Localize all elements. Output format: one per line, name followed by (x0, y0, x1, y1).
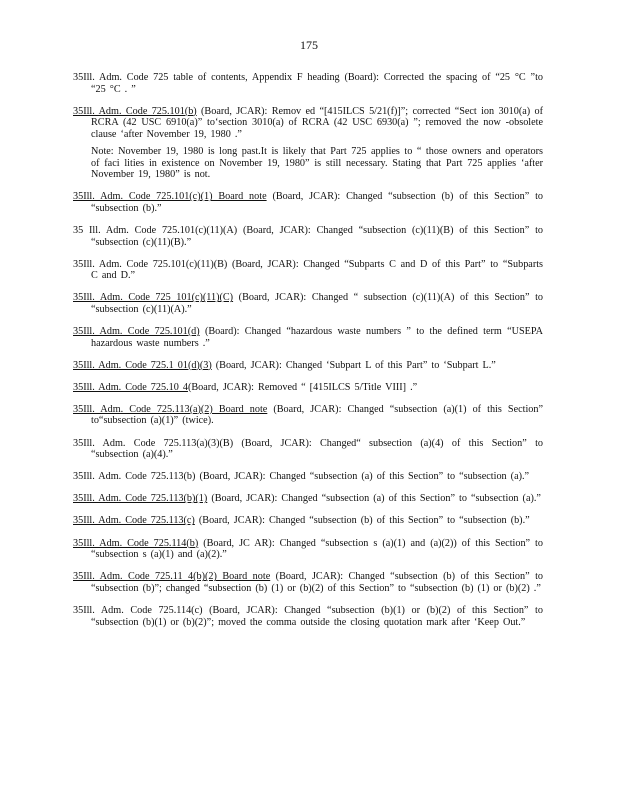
amendment-description: (Board, JCAR): Changed “subsection (b) of this Section” to “subsection (b).” (194, 515, 530, 527)
amendment-entry (73, 404, 543, 427)
amendment-entry (73, 72, 543, 95)
amendment-description: (Board, JCAR): Changed “subsection (a) of this Section” to “subsection (a).” (207, 493, 541, 505)
amendment-entry (73, 605, 543, 628)
amendment-description: (Board, JCAR): Remov ed “[415ILCS 5/21(f)]”; corrected “Sect ion 3010(a) of RCRA (42 USC 6910(a)” to‘section 3010(a) of RCRA (42 USC 6930(a) ”; removed the now -obsolete clause ‘after November 19, 1980 .” (91, 105, 543, 140)
amendment-description: (Board, JCAR): Changed “Subparts C and D of this Part” to “Subparts C and D.” (91, 258, 544, 282)
amendment-description: (Board, JC AR): Changed “subsection s (a)(1) and (a)(2)) of this Section” to “subsection s (a)(1) and (a)(2).” (91, 537, 543, 561)
amendment-entry (73, 538, 543, 561)
code-citation: 35Ill. Adm. Code 725.114(c) (73, 604, 203, 616)
code-citation: 35Ill. Adm. Code 725.101(b) (73, 105, 197, 117)
amendment-entry (73, 326, 543, 349)
code-citation: 35Ill. Adm. Code 725.113(b)(1) (73, 493, 208, 505)
code-citation: 35Ill. Adm. Code 725.11 4(b)(2) Board note (73, 571, 271, 583)
amendment-description: (Board): Changed “hazardous waste numbers ” to the defined term “USEPA hazardous waste numbers .” (91, 326, 543, 349)
amendment-entry (73, 493, 543, 505)
code-citation: 35Ill. Adm. Code 725 101(c)(11)(C) (73, 292, 234, 304)
code-citation: 35Ill. Adm. Code 725.114(b) (73, 537, 199, 549)
code-citation: 35Ill. Adm. Code 725.113(b) (73, 471, 196, 483)
amendment-entry (73, 225, 543, 248)
amendment-description: (Board, JCAR): Changed “subsection (b) of this Section” to “subsection (b)”; changed “subsection (b) (1) or (b)(2) of this Section” to “subsection (b) (1) or (b)(2) .” (91, 571, 544, 594)
amendment-description: (Board): Corrected the spacing of “25 °C ”to “25 °C . ” (91, 72, 543, 95)
amendment-description: (Board, JCAR): Changed “subsection (c)(11)(B) of this Section” to “subsection (c)(11)(B).” (91, 224, 543, 248)
amendment-entry (73, 438, 543, 461)
amendment-description: (Board, JCAR): Changed “subsection (a) of this Section” to “subsection (a).” (195, 471, 530, 483)
amendment-entry (73, 360, 543, 372)
amendment-description: (Board, JCAR): Changed “subsection (b)(1) or (b)(2) of this Section” to “subsection (b)(1) or (b)(2)”; moved the comma outside the closing quotation mark after ‘Keep Out.” (91, 604, 543, 628)
amendment-description: (Board, JCAR): Changed “subsection (a)(1) of this Section” to“subsection (a)(1)” (twice). (91, 403, 543, 427)
code-citation: 35Ill. Adm. Code 725.10 4 (73, 381, 188, 393)
amendment-entry (73, 515, 543, 527)
amendment-entry (73, 106, 543, 141)
code-citation: 35Ill. Adm. Code 725.101(d) (73, 326, 200, 337)
amendment-entry (73, 292, 543, 315)
code-citation: 35Ill. Adm. Code 725 table of contents, Appendix F heading (73, 72, 340, 83)
code-citation: 35Ill. Adm. Code 725.1 01(d)(3) (73, 359, 212, 371)
amendment-entry (73, 382, 543, 394)
amendment-entry (73, 191, 543, 214)
code-citation: 35Ill. Adm. Code 725.113(a)(2) Board note (73, 403, 268, 415)
amendment-note: Note: November 19, 1980 is long past.It is likely that Part 725 applies to “ those owners and operators of faci lities in existence on November 19, 1980” is still necessary. Stating that Part 725 applies ‘after November 19, 1980” is not. (91, 145, 543, 181)
code-citation: 35Ill. Adm. Code 725.101(c)(11)(B) (73, 258, 228, 270)
code-citation: 35 Ill. Adm. Code 725.101(c)(11)(A) (73, 224, 238, 236)
amendment-description: (Board, JCAR): Changed “ subsection (c)(11)(A) of this Section” to “subsection (c)(11)(A).” (91, 292, 543, 315)
amendment-description: (Board, JCAR): Removed “ [415ILCS 5/Title VIII] .” (187, 381, 418, 393)
amendment-entry (73, 471, 543, 483)
amendment-description: (Board, JCAR): Changed “subsection (b) of this Section” to “subsection (b).” (91, 191, 543, 214)
amendment-entry (73, 259, 543, 282)
code-citation: 35Ill. Adm. Code 725.113(c) (73, 515, 195, 527)
amendment-description: (Board, JCAR): Changed“ subsection (a)(4) of this Section” to “subsection (a)(4).” (91, 437, 544, 461)
code-citation: 35Ill. Adm. Code 725.113(a)(3)(B) (73, 437, 234, 449)
page-number: 175 (300, 38, 318, 52)
code-citation: 35Ill. Adm. Code 725.101(c)(1) Board note (73, 191, 267, 203)
amendment-list (73, 72, 543, 639)
amendment-description: (Board, JCAR): Changed ‘Subpart L of this Part” to ‘Subpart L.” (211, 359, 496, 371)
amendment-entry (73, 571, 543, 594)
